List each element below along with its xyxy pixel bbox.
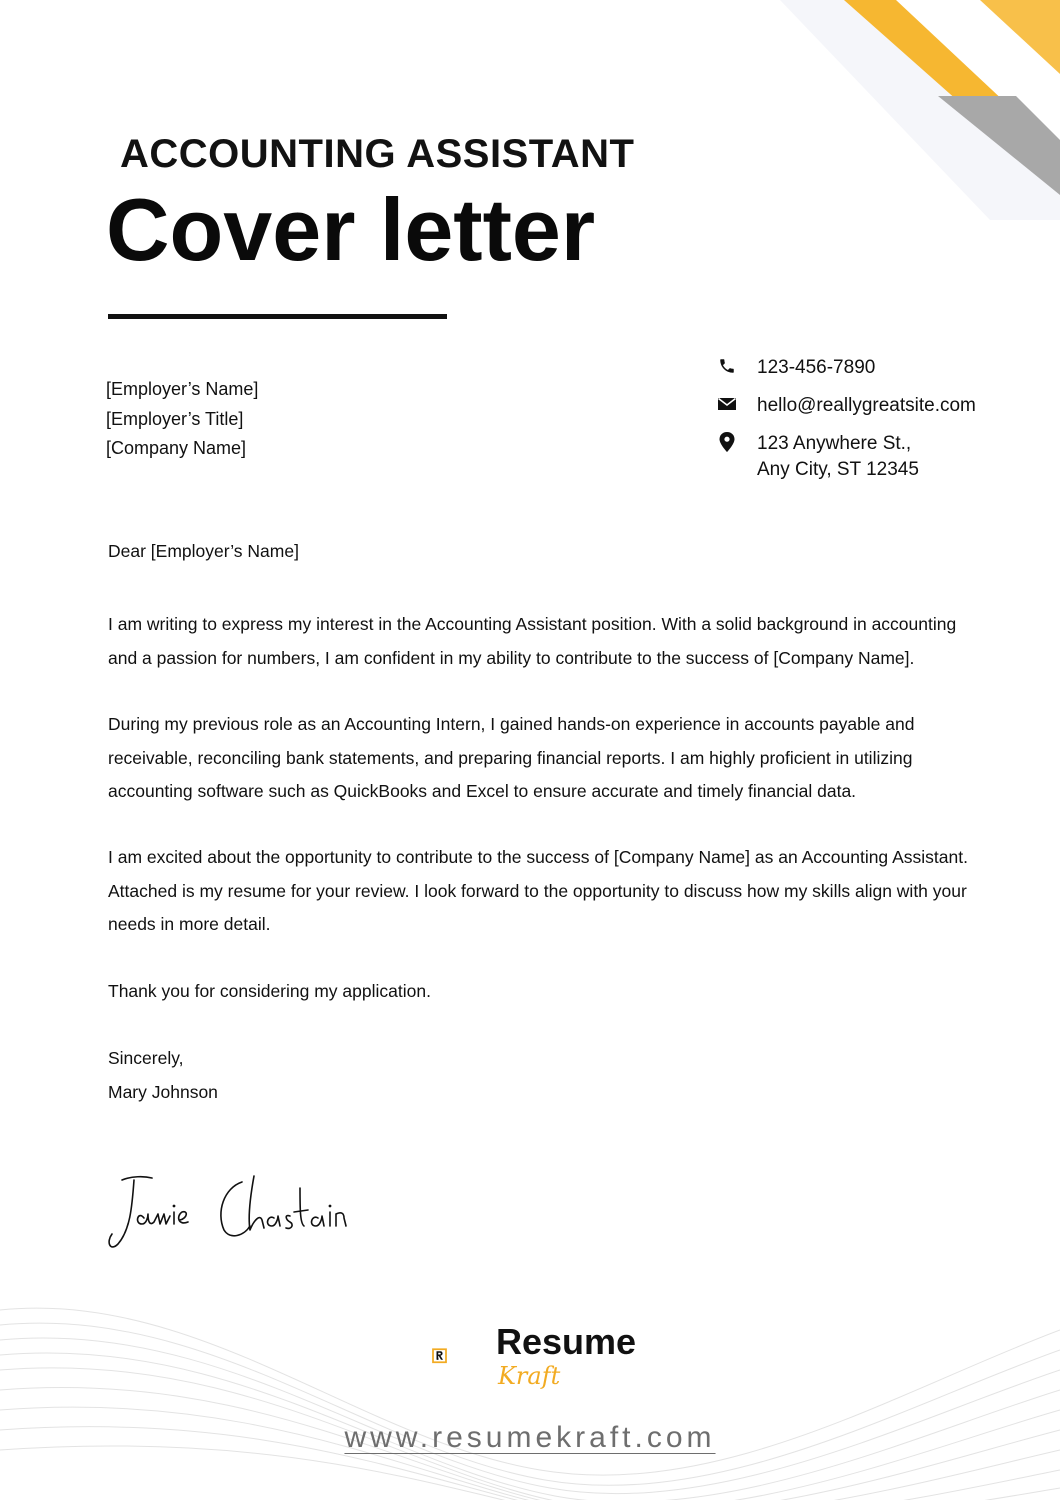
website-link[interactable]: www.resumekraft.com bbox=[344, 1421, 716, 1454]
recipient-title: [Employer’s Title] bbox=[106, 408, 244, 429]
job-title-heading: ACCOUNTING ASSISTANT bbox=[120, 132, 635, 176]
recipient-block bbox=[106, 375, 258, 464]
address-line-2: Any City, ST 12345 bbox=[757, 459, 919, 480]
recipient-name: [Employer’s Name] bbox=[106, 379, 259, 399]
mail-icon bbox=[716, 393, 738, 415]
logo-subtitle: Kraft bbox=[498, 1362, 561, 1390]
letter-body bbox=[108, 535, 968, 1109]
paragraph-intro: I am writing to express my interest in the Accounting Assistant position. With a solid background in accounting and a passion for numbers, I am confident in my ability to contribute to the success of [Company Name]. bbox=[108, 614, 957, 668]
location-pin-icon bbox=[716, 431, 738, 453]
recipient-company: [Company Name] bbox=[106, 438, 247, 458]
sender-name: Mary Johnson bbox=[108, 1082, 218, 1103]
contact-address-row bbox=[716, 431, 976, 483]
handwritten-signature bbox=[104, 1168, 364, 1258]
contact-block bbox=[716, 355, 976, 495]
paragraph-experience: During my previous role as an Accounting Intern, I gained hands-on experience in accounts payable and receivable, reconciling bank statements, and preparing financial reports. I am highly proficient in utilizing accounting software such as QuickBooks and Excel to ensure accurate and timely financial data. bbox=[108, 714, 915, 802]
resumekraft-logo-mark bbox=[432, 1327, 492, 1387]
website-footer bbox=[0, 1418, 1060, 1458]
contact-email-row bbox=[716, 393, 976, 419]
title-divider bbox=[108, 314, 447, 319]
corner-decoration bbox=[740, 0, 1060, 220]
paragraph-excitement: I am excited about the opportunity to contribute to the success of [Company Name] as an Accounting Assistant. Attached is my resume for your review. I look forward to the opportunity to discuss how my skills align with your needs in more detail. bbox=[108, 847, 968, 935]
address-line-1: 123 Anywhere St., bbox=[757, 433, 912, 454]
closing: Sincerely, bbox=[108, 1048, 184, 1069]
logo-wordmark: Resume bbox=[496, 1321, 637, 1362]
closing-block bbox=[108, 1041, 968, 1109]
phone-icon bbox=[716, 355, 738, 377]
paragraph-thanks: Thank you for considering my application. bbox=[108, 980, 431, 1001]
greeting: Dear [Employer’s Name] bbox=[108, 541, 299, 561]
page-title: Cover letter bbox=[106, 180, 596, 279]
contact-address bbox=[757, 431, 919, 483]
contact-email[interactable]: hello@reallygreatsite.com bbox=[757, 395, 976, 416]
contact-phone-row bbox=[716, 355, 976, 381]
contact-phone[interactable]: 123-456-7890 bbox=[757, 357, 876, 378]
